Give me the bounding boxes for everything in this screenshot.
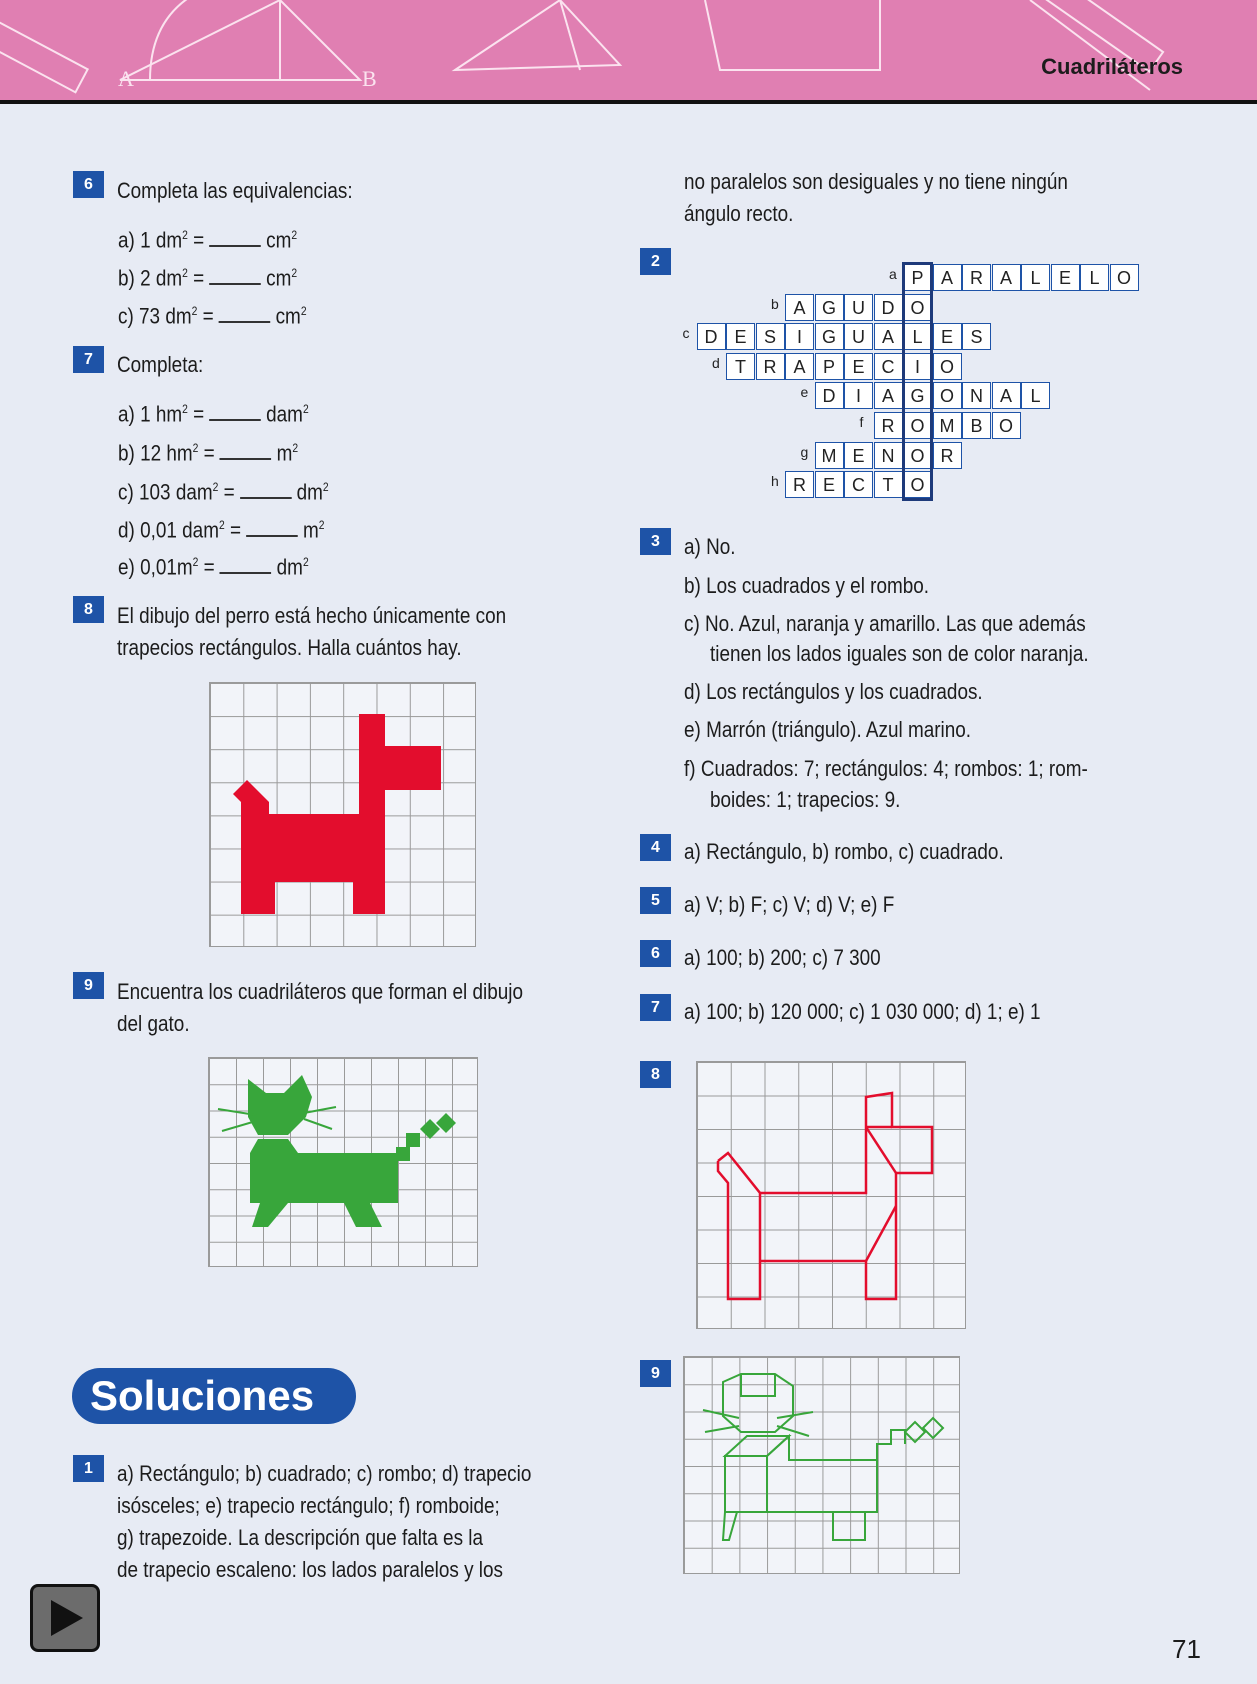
solution-6-badge: 6 xyxy=(640,940,671,967)
crossword-clue-label: f xyxy=(859,414,864,430)
crossword-cell: O xyxy=(903,294,932,321)
crossword-cell: R xyxy=(933,442,962,469)
cat-figure-grid xyxy=(208,1057,478,1267)
exercise-9-line2: del gato. xyxy=(117,1011,190,1036)
crossword-clue-label: c xyxy=(682,325,690,342)
solution-6-text: a) 100; b) 200; c) 7 300 xyxy=(684,945,881,970)
solutions-title: Soluciones xyxy=(72,1368,356,1424)
exercise-8-line2: trapecios rectángulos. Halla cuántos hay. xyxy=(117,635,462,660)
exercise-6a: a) 1 $dm^2 = cm^2$ xyxy=(118,227,298,253)
crossword-cell: O xyxy=(903,442,932,469)
solution-1-line: isósceles; e) trapecio rectángulo; f) romboide; xyxy=(117,1493,500,1518)
crossword-cell: E xyxy=(844,353,873,380)
exercise-6c: c) 73 $dm^2 = cm^2$ xyxy=(118,303,307,329)
play-icon xyxy=(47,1598,87,1638)
crossword-cell: P xyxy=(815,353,844,380)
solution-3-line: a) No. xyxy=(684,534,736,559)
dog-figure xyxy=(209,682,476,947)
solution-1-line: ángulo recto. xyxy=(684,201,794,226)
crossword-cell: M xyxy=(933,412,962,439)
solution-2-badge: 2 xyxy=(640,248,671,275)
crossword-cell: S xyxy=(756,323,785,350)
crossword-cell: T xyxy=(874,471,903,498)
crossword-cell: R xyxy=(962,264,991,291)
cat-solution-grid xyxy=(683,1356,960,1574)
crossword-cell: A xyxy=(933,264,962,291)
crossword-cell: I xyxy=(785,323,814,350)
crossword-cell: R xyxy=(874,412,903,439)
solution-3-line: boides: 1; trapecios: 9. xyxy=(710,787,901,812)
crossword-cell: M xyxy=(815,442,844,469)
crossword-cell: T xyxy=(726,353,755,380)
crossword-cell: E xyxy=(815,471,844,498)
geometry-doodles xyxy=(0,0,1257,100)
crossword-cell: O xyxy=(1110,264,1139,291)
crossword-clue-label: b xyxy=(771,295,779,312)
crossword-clue-label: h xyxy=(771,473,779,490)
solution-3-badge: 3 xyxy=(640,528,671,555)
answer-blank[interactable] xyxy=(240,479,292,499)
solution-5-text: a) V; b) F; c) V; d) V; e) F xyxy=(684,892,895,917)
crossword-clue-label: d xyxy=(712,354,720,371)
dog-solution-grid xyxy=(696,1061,966,1329)
crossword-cell: I xyxy=(903,353,932,380)
solution-3-line: d) Los rectángulos y los cuadrados. xyxy=(684,679,983,704)
solution-4-badge: 4 xyxy=(640,834,671,861)
solution-8-badge: 8 xyxy=(640,1061,671,1088)
crossword-clue-label: e xyxy=(800,384,809,401)
crossword-cell: G xyxy=(903,382,932,409)
answer-blank[interactable] xyxy=(209,265,261,285)
header-divider xyxy=(0,100,1257,104)
solution-3-line: e) Marrón (triángulo). Azul marino. xyxy=(684,717,972,742)
crossword-cell: L xyxy=(1021,264,1050,291)
dog-solution-figure xyxy=(696,1061,966,1329)
crossword-cell: L xyxy=(1021,382,1050,409)
crossword-cell: L xyxy=(903,323,932,350)
answer-blank[interactable] xyxy=(246,517,298,537)
crossword-cell: C xyxy=(874,353,903,380)
play-button[interactable] xyxy=(30,1584,100,1652)
cat-figure xyxy=(208,1057,478,1267)
solution-1-line: de trapecio escaleno: los lados paralelos y los xyxy=(117,1557,503,1582)
crossword-cell: A xyxy=(874,323,903,350)
crossword-cell: O xyxy=(903,471,932,498)
crossword-cell: N xyxy=(874,442,903,469)
page-header xyxy=(0,0,1257,100)
exercise-6-badge: 6 xyxy=(73,171,104,198)
answer-blank[interactable] xyxy=(219,303,271,323)
section-title: Cuadriláteros xyxy=(1041,54,1183,79)
solution-3-line: c) No. Azul, naranja y amarillo. Las que además xyxy=(684,611,1086,636)
solution-4-text: a) Rectángulo, b) rombo, c) cuadrado. xyxy=(684,839,1004,864)
svg-text:A: A xyxy=(118,66,134,91)
svg-text:B: B xyxy=(362,66,377,91)
exercise-6b: b) 2 $dm^2 = cm^2$ xyxy=(118,265,298,291)
crossword-cell: P xyxy=(903,264,932,291)
crossword-cell: E xyxy=(933,323,962,350)
crossword-cell: C xyxy=(844,471,873,498)
crossword-cell: E xyxy=(844,442,873,469)
cat-solution-figure xyxy=(683,1356,960,1574)
crossword-cell: O xyxy=(933,353,962,380)
crossword-cell: E xyxy=(726,323,755,350)
crossword-cell: O xyxy=(992,412,1021,439)
exercise-8-line1: El dibujo del perro está hecho únicamente con xyxy=(117,603,507,628)
crossword-cell: B xyxy=(962,412,991,439)
crossword-cell: D xyxy=(697,323,726,350)
exercise-7d: d) 0,01 $dam^2 = m^2$ xyxy=(118,517,325,543)
crossword-clue-label: g xyxy=(800,443,809,460)
answer-blank[interactable] xyxy=(220,440,272,460)
exercise-7b: b) 12 $hm^2 = m^2$ xyxy=(118,440,299,466)
page-number: 71 xyxy=(1172,1634,1201,1664)
exercise-7e: e) $0,01m^2 = dm^2$ xyxy=(118,554,309,580)
crossword-cell: U xyxy=(844,294,873,321)
crossword-cell: G xyxy=(815,323,844,350)
answer-blank[interactable] xyxy=(209,227,261,247)
crossword-cell: A xyxy=(785,353,814,380)
crossword-cell: R xyxy=(756,353,785,380)
solution-1-line: a) Rectángulo; b) cuadrado; c) rombo; d) trapecio xyxy=(117,1461,532,1486)
crossword-cell: E xyxy=(1051,264,1080,291)
crossword-cell: A xyxy=(992,264,1021,291)
dog-figure-grid xyxy=(209,682,476,947)
crossword-cell: L xyxy=(1080,264,1109,291)
crossword-cell: R xyxy=(785,471,814,498)
crossword-cell: A xyxy=(874,382,903,409)
solution-1-line: no paralelos son desiguales y no tiene ningún xyxy=(684,169,1068,194)
exercise-8-badge: 8 xyxy=(73,596,104,623)
crossword-cell: A xyxy=(785,294,814,321)
solution-9-badge: 9 xyxy=(640,1360,671,1387)
crossword-cell: D xyxy=(815,382,844,409)
solution-1-badge: 1 xyxy=(73,1455,104,1482)
crossword-cell: O xyxy=(903,412,932,439)
solution-7-text: a) 100; b) 120 000; c) 1 030 000; d) 1; e) 1 xyxy=(684,999,1041,1024)
crossword-cell: U xyxy=(844,323,873,350)
exercise-7-badge: 7 xyxy=(73,346,104,373)
crossword-cell: G xyxy=(815,294,844,321)
crossword-cell: A xyxy=(992,382,1021,409)
exercise-7c: c) 103 $dam^2 = dm^2$ xyxy=(118,479,329,505)
solution-3-line: f) Cuadrados: 7; rectángulos: 4; rombos: 1; rom- xyxy=(684,756,1088,781)
crossword-cell: O xyxy=(933,382,962,409)
exercise-7-prompt: Completa: xyxy=(117,352,204,377)
solution-7-badge: 7 xyxy=(640,994,671,1021)
exercise-9-badge: 9 xyxy=(73,972,104,999)
solution-3-line: tienen los lados iguales son de color naranja. xyxy=(710,641,1089,666)
answer-blank[interactable] xyxy=(220,554,272,574)
crossword-clue-label: a xyxy=(889,266,897,282)
solution-3-line: b) Los cuadrados y el rombo. xyxy=(684,573,930,598)
answer-blank[interactable] xyxy=(209,401,261,421)
solution-1-line: g) trapezoide. La descripción que falta es la xyxy=(117,1525,484,1550)
exercise-9-line1: Encuentra los cuadriláteros que forman el dibujo xyxy=(117,979,523,1004)
crossword-cell: S xyxy=(962,323,991,350)
solution-5-badge: 5 xyxy=(640,887,671,914)
crossword-cell: D xyxy=(874,294,903,321)
exercise-6-prompt: Completa las equivalencias: xyxy=(117,178,353,203)
crossword-cell: N xyxy=(962,382,991,409)
exercise-7a: a) 1 $hm^2 = dam^2$ xyxy=(118,401,309,427)
crossword-cell: I xyxy=(844,382,873,409)
